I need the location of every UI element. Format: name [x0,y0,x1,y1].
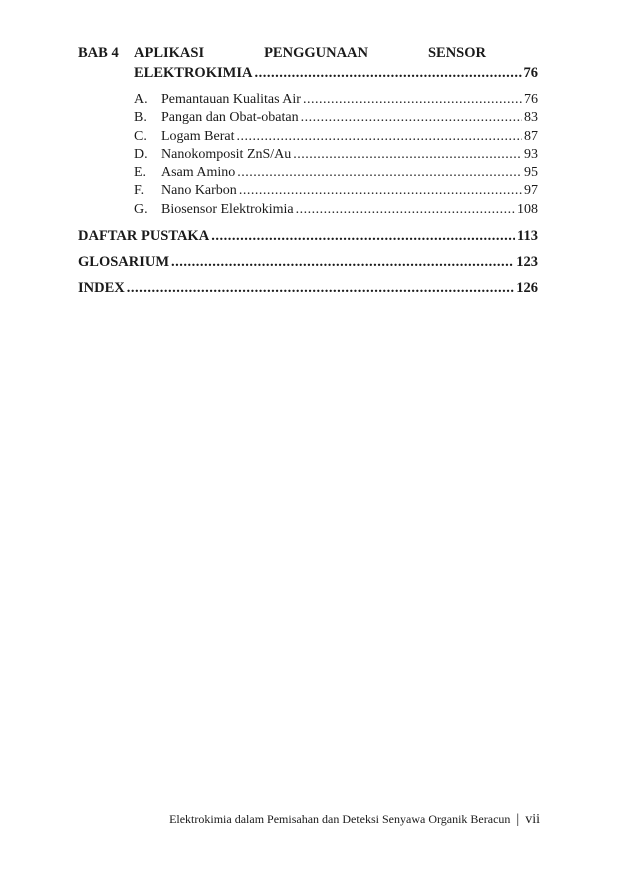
dot-leader [293,147,522,163]
section-title: Pemantauan Kualitas Air [161,92,301,107]
section-letter: G. [134,202,148,217]
chapter-title-word: PENGGUNAAN [264,45,368,61]
page-number: 126 [516,280,538,296]
page-number: 93 [524,147,538,162]
page-number: 76 [523,65,538,81]
page-footer [0,812,540,828]
toc-entry-index[interactable] [78,280,538,297]
toc-entry-section[interactable] [134,110,538,126]
section-letter: D. [134,147,148,162]
toc-entry-chapter-4[interactable] [134,65,538,82]
page-number: 87 [524,129,538,144]
entry-title: DAFTAR PUSTAKA [78,228,210,244]
dot-leader [127,280,515,297]
page-number: 76 [524,92,538,107]
toc-entry-section[interactable] [134,129,538,145]
toc-entry-glosarium[interactable] [78,254,538,271]
page-number: 113 [517,228,538,244]
entry-title: INDEX [78,280,125,296]
page-number: 108 [517,202,538,217]
page-number: 83 [524,110,538,125]
section-letter: E. [134,165,147,180]
chapter-title-word: APLIKASI [134,45,205,61]
section-letter: B. [134,110,147,125]
dot-leader [303,92,522,108]
section-title: Biosensor Elektrokimia [161,202,294,217]
page-number: 97 [524,183,538,198]
chapter-title-line1 [134,45,538,62]
section-title: Nano Karbon [161,183,237,198]
chapter-heading [78,45,538,62]
footer-page-number: vii [525,812,540,827]
section-letter: A. [134,92,148,107]
footer-book-title: Elektrokimia dalam Pemisahan dan Deteksi Senyawa Organik Beracun [169,812,511,826]
dot-leader [239,183,522,199]
toc-entry-section[interactable] [134,183,538,199]
toc-entry-daftar-pustaka[interactable] [78,228,538,245]
dot-leader [237,165,522,181]
section-title: Asam Amino [161,165,236,180]
toc-entry-section[interactable] [134,165,538,181]
toc-entry-section[interactable] [134,202,538,218]
entry-title: GLOSARIUM [78,254,170,270]
dot-leader [296,202,515,218]
toc-entry-section[interactable] [134,147,538,163]
section-title: Pangan dan Obat-obatan [161,110,299,125]
dot-leader [301,110,522,126]
toc-entry-section[interactable] [134,92,538,108]
section-title: Logam Berat [161,129,235,144]
dot-leader [171,254,514,271]
section-title: Nanokomposit ZnS/Au [161,147,292,162]
page-number: 95 [524,165,538,180]
footer-separator: | [516,812,520,827]
chapter-number: BAB 4 [78,45,119,61]
dot-leader [236,129,522,145]
section-letter: F. [134,183,145,198]
page-number: 123 [516,254,538,270]
chapter-title-line2: ELEKTROKIMIA [134,65,253,81]
dot-leader [254,65,521,82]
chapter-title-word: SENSOR [427,45,486,61]
section-letter: C. [134,129,147,144]
dot-leader [211,228,515,245]
